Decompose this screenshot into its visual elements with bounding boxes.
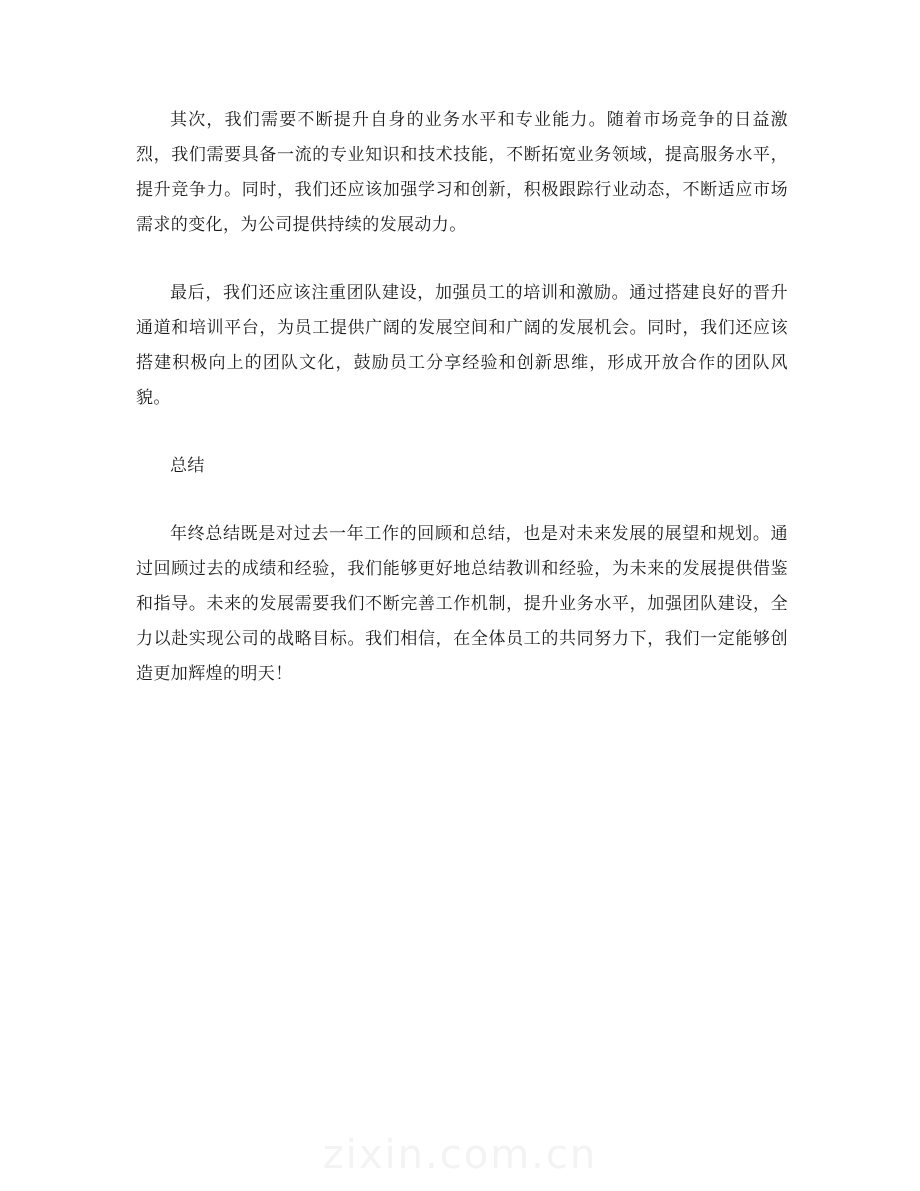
watermark: zixin.com.cn	[322, 1132, 598, 1178]
document-body	[136, 103, 788, 725]
paragraph-team-building: 最后，我们还应该注重团队建设，加强员工的培训和激励。通过搭建良好的晋升通道和培训平台，为员工提供广阔的发展空间和广阔的发展机会。同时，我们还应该搭建积极向上的团队文化，鼓励员工分享经验和创新思维，形成开放合作的团队风貌。	[136, 283, 788, 408]
section-heading-summary: 总结	[170, 456, 205, 476]
paragraph-summary: 年终总结既是对过去一年工作的回顾和总结，也是对未来发展的展望和规划。通过回顾过去的成绩和经验，我们能够更好地总结教训和经验，为未来的发展提供借鉴和指导。未来的发展需要我们不断完善工作机制，提升业务水平，加强团队建设，全力以赴实现公司的战略目标。我们相信，在全体员工的共同努力下，我们一定能够创造更加辉煌的明天！	[136, 524, 788, 684]
paragraph-development: 其次，我们需要不断提升自身的业务水平和专业能力。随着市场竞争的日益激烈，我们需要具备一流的专业知识和技术技能，不断拓宽业务领域，提高服务水平，提升竞争力。同时，我们还应该加强学习和创新，积极跟踪行业动态，不断适应市场需求的变化，为公司提供持续的发展动力。	[136, 110, 788, 235]
